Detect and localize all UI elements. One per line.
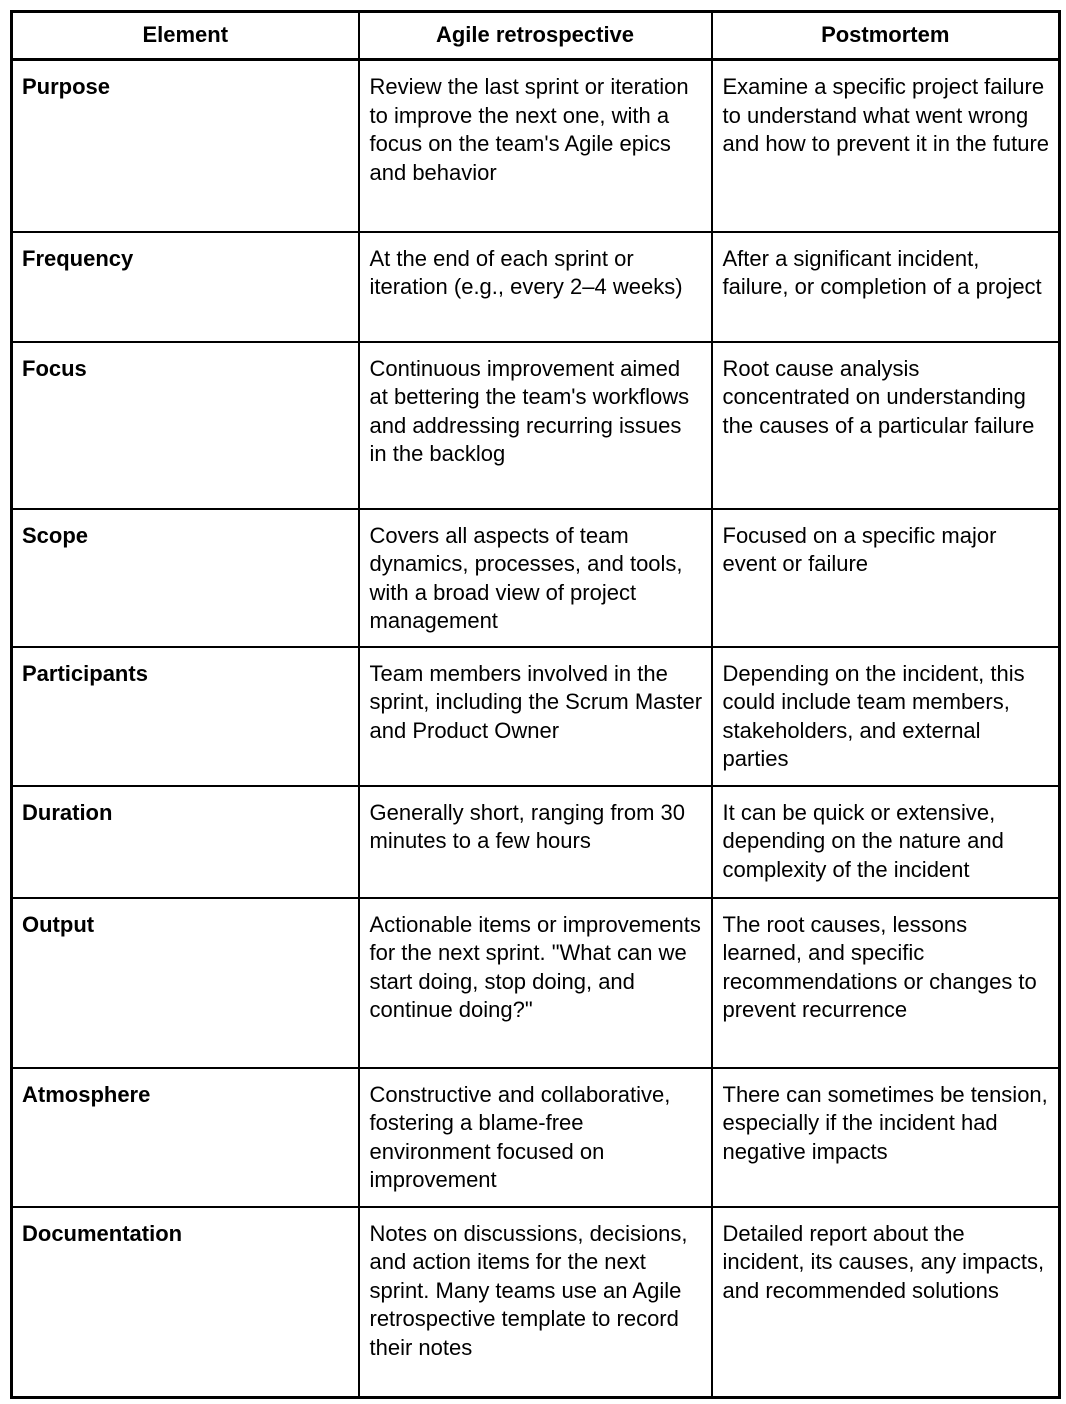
row-label-output: Output [12, 898, 359, 1068]
table-row-purpose [12, 60, 1060, 232]
cell-atmosphere-agile-retrospective: Constructive and collaborative, fostering a blame-free environment focused on improvement [359, 1068, 712, 1207]
table-row-documentation [12, 1207, 1060, 1398]
cell-duration-postmortem: It can be quick or extensive, depending on the nature and complexity of the incident [712, 786, 1060, 898]
cell-participants-postmortem: Depending on the incident, this could include team members, stakeholders, and external parties [712, 647, 1060, 786]
row-label-participants: Participants [12, 647, 359, 786]
table-row-scope [12, 509, 1060, 647]
table-row-focus [12, 342, 1060, 509]
table-header-row [12, 12, 1060, 60]
cell-documentation-postmortem: Detailed report about the incident, its causes, any impacts, and recommended solutions [712, 1207, 1060, 1398]
cell-frequency-postmortem: After a significant incident, failure, or completion of a project [712, 232, 1060, 342]
comparison-table [10, 10, 1061, 1399]
cell-purpose-agile-retrospective: Review the last sprint or iteration to improve the next one, with a focus on the team's Agile epics and behavior [359, 60, 712, 232]
row-label-atmosphere: Atmosphere [12, 1068, 359, 1207]
cell-atmosphere-postmortem: There can sometimes be tension, especially if the incident had negative impacts [712, 1068, 1060, 1207]
cell-output-postmortem: The root causes, lessons learned, and specific recommendations or changes to prevent recurrence [712, 898, 1060, 1068]
cell-scope-postmortem: Focused on a specific major event or failure [712, 509, 1060, 647]
column-header-agile-retrospective: Agile retrospective [359, 12, 712, 60]
cell-output-agile-retrospective: Actionable items or improvements for the next sprint. "What can we start doing, stop doing, and continue doing?" [359, 898, 712, 1068]
cell-duration-agile-retrospective: Generally short, ranging from 30 minutes to a few hours [359, 786, 712, 898]
table-row-output [12, 898, 1060, 1068]
cell-frequency-agile-retrospective: At the end of each sprint or iteration (e.g., every 2–4 weeks) [359, 232, 712, 342]
table-row-atmosphere [12, 1068, 1060, 1207]
column-header-element: Element [12, 12, 359, 60]
row-label-duration: Duration [12, 786, 359, 898]
table-row-frequency [12, 232, 1060, 342]
row-label-focus: Focus [12, 342, 359, 509]
cell-documentation-agile-retrospective: Notes on discussions, decisions, and action items for the next sprint. Many teams use an Agile retrospective template to record their notes [359, 1207, 712, 1398]
row-label-documentation: Documentation [12, 1207, 359, 1398]
table-row-duration [12, 786, 1060, 898]
cell-participants-agile-retrospective: Team members involved in the sprint, including the Scrum Master and Product Owner [359, 647, 712, 786]
row-label-frequency: Frequency [12, 232, 359, 342]
row-label-scope: Scope [12, 509, 359, 647]
cell-purpose-postmortem: Examine a specific project failure to understand what went wrong and how to prevent it in the future [712, 60, 1060, 232]
cell-focus-postmortem: Root cause analysis concentrated on understanding the causes of a particular failure [712, 342, 1060, 509]
cell-scope-agile-retrospective: Covers all aspects of team dynamics, processes, and tools, with a broad view of project management [359, 509, 712, 647]
row-label-purpose: Purpose [12, 60, 359, 232]
table-row-participants [12, 647, 1060, 786]
cell-focus-agile-retrospective: Continuous improvement aimed at bettering the team's workflows and addressing recurring issues in the backlog [359, 342, 712, 509]
column-header-postmortem: Postmortem [712, 12, 1060, 60]
